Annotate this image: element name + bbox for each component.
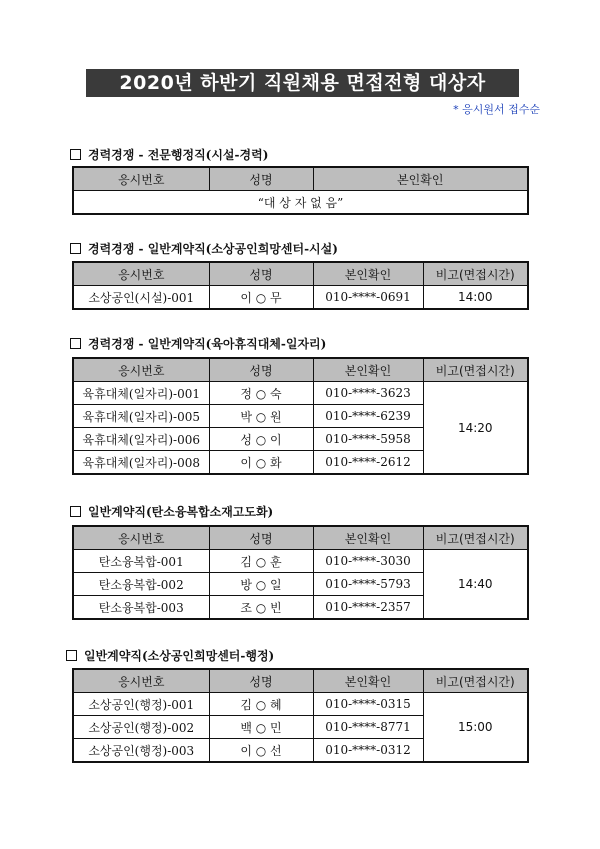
applicant-number: 육휴대체(일자리)-008 <box>73 451 209 475</box>
table-row <box>73 693 528 716</box>
header-identity-check: 본인확인 <box>313 358 423 382</box>
applicant-number: 소상공인(행정)-001 <box>73 693 209 716</box>
header-applicant-number: 응시번호 <box>73 358 209 382</box>
table-section-3 <box>72 357 529 475</box>
header-identity-check: 본인확인 <box>313 167 528 191</box>
applicant-name: 백 ○ 민 <box>209 716 313 739</box>
table-row <box>73 191 528 215</box>
applicant-name: 이 ○ 화 <box>209 451 313 475</box>
table-header-row <box>73 669 528 693</box>
header-applicant-number: 응시번호 <box>73 526 209 550</box>
table-section-5 <box>72 668 529 763</box>
header-applicant-number: 응시번호 <box>73 167 209 191</box>
applicant-name: 박 ○ 원 <box>209 405 313 428</box>
table-header-row <box>73 167 528 191</box>
applicant-name: 성 ○ 이 <box>209 428 313 451</box>
table-section-4 <box>72 525 529 620</box>
applicant-number: 소상공인(행정)-002 <box>73 716 209 739</box>
applicant-name: 이 ○ 선 <box>209 739 313 763</box>
header-name: 성명 <box>209 167 313 191</box>
table-header-row <box>73 526 528 550</box>
applicant-number: 탄소융복합-002 <box>73 573 209 596</box>
applicant-number: 육휴대체(일자리)-006 <box>73 428 209 451</box>
order-note: * 응시원서 접수순 <box>453 103 540 116</box>
header-interview-time: 비고(면접시간) <box>423 358 528 382</box>
applicant-number: 육휴대체(일자리)-001 <box>73 382 209 405</box>
applicant-phone: 010-****-2612 <box>313 451 423 475</box>
applicant-phone: 010-****-3030 <box>313 550 423 573</box>
page-title: 2020년 하반기 직원채용 면접전형 대상자 <box>86 69 519 97</box>
table-row <box>73 382 528 405</box>
applicant-phone: 010-****-2357 <box>313 596 423 620</box>
applicant-name: 김 ○ 혜 <box>209 693 313 716</box>
header-interview-time: 비고(면접시간) <box>423 526 528 550</box>
applicant-number: 소상공인(시설)-001 <box>73 286 209 310</box>
checkbox-square-icon <box>70 149 81 160</box>
applicant-phone: 010-****-0691 <box>313 286 423 310</box>
header-interview-time: 비고(면접시간) <box>423 262 528 286</box>
checkbox-square-icon <box>70 506 81 517</box>
applicant-name: 이 ○ 무 <box>209 286 313 310</box>
interview-time: 15:00 <box>423 693 528 763</box>
table-section-1 <box>72 166 529 215</box>
table-header-row <box>73 358 528 382</box>
applicant-name: 김 ○ 훈 <box>209 550 313 573</box>
applicant-name: 방 ○ 일 <box>209 573 313 596</box>
applicant-phone: 010-****-5958 <box>313 428 423 451</box>
applicant-phone: 010-****-6239 <box>313 405 423 428</box>
interview-time: 14:20 <box>423 382 528 475</box>
applicant-phone: 010-****-8771 <box>313 716 423 739</box>
applicant-phone: 010-****-0312 <box>313 739 423 763</box>
header-applicant-number: 응시번호 <box>73 669 209 693</box>
section-heading-label: 경력경쟁 - 일반계약직(소상공인희망센터-시설) <box>88 242 338 256</box>
section-heading-label: 경력경쟁 - 일반계약직(육아휴직대체-일자리) <box>88 337 327 351</box>
header-identity-check: 본인확인 <box>313 669 423 693</box>
applicant-number: 육휴대체(일자리)-005 <box>73 405 209 428</box>
header-name: 성명 <box>209 526 313 550</box>
table-header-row <box>73 262 528 286</box>
table-row <box>73 286 528 310</box>
table-section-2 <box>72 261 529 310</box>
section-heading-1 <box>70 146 268 163</box>
section-heading-label: 경력경쟁 - 전문행정직(시설-경력) <box>88 148 269 162</box>
applicant-number: 탄소융복합-003 <box>73 596 209 620</box>
applicant-number: 소상공인(행정)-003 <box>73 739 209 763</box>
checkbox-square-icon <box>70 338 81 349</box>
header-identity-check: 본인확인 <box>313 526 423 550</box>
applicant-phone: 010-****-3623 <box>313 382 423 405</box>
header-name: 성명 <box>209 669 313 693</box>
applicant-name: 조 ○ 빈 <box>209 596 313 620</box>
interview-time: 14:00 <box>423 286 528 310</box>
section-heading-4 <box>70 503 273 520</box>
section-heading-3 <box>70 335 326 352</box>
applicant-phone: 010-****-0315 <box>313 693 423 716</box>
header-applicant-number: 응시번호 <box>73 262 209 286</box>
section-heading-label: 일반계약직(소상공인희망센터-행정) <box>84 649 275 663</box>
applicant-phone: 010-****-5793 <box>313 573 423 596</box>
header-identity-check: 본인확인 <box>313 262 423 286</box>
header-name: 성명 <box>209 262 313 286</box>
section-heading-5 <box>66 647 274 664</box>
no-candidates-cell: “대 상 자 없 음” <box>73 191 528 215</box>
checkbox-square-icon <box>66 650 77 661</box>
interview-time: 14:40 <box>423 550 528 620</box>
section-heading-label: 일반계약직(탄소융복합소재고도화) <box>88 505 274 519</box>
header-name: 성명 <box>209 358 313 382</box>
table-row <box>73 550 528 573</box>
checkbox-square-icon <box>70 243 81 254</box>
header-interview-time: 비고(면접시간) <box>423 669 528 693</box>
applicant-number: 탄소융복합-001 <box>73 550 209 573</box>
section-heading-2 <box>70 240 338 257</box>
applicant-name: 정 ○ 숙 <box>209 382 313 405</box>
